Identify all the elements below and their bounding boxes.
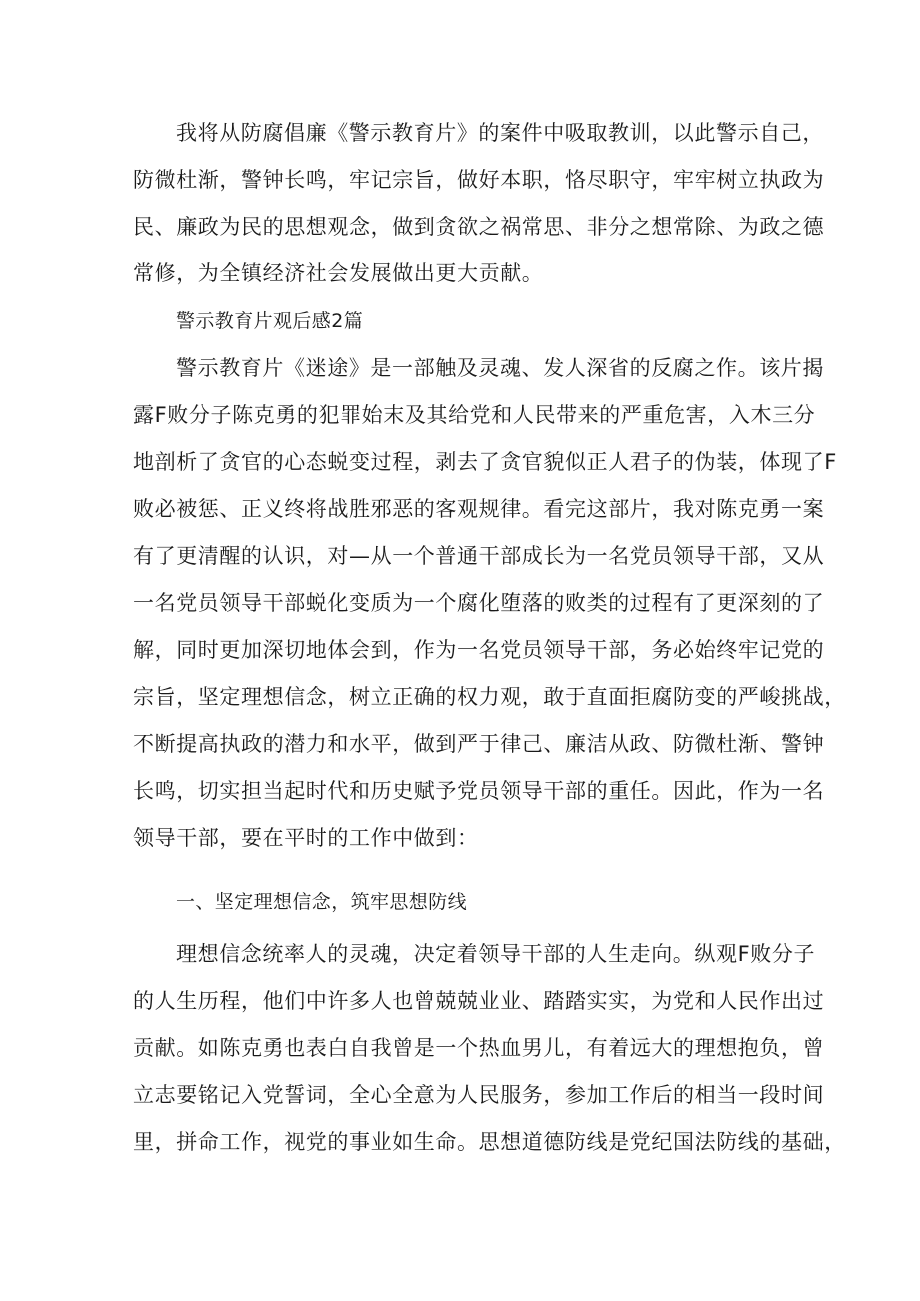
- paragraph-line: 防微杜渐，警钟长鸣，牢记宗旨，做好本职，恪尽职守，牢牢树立执政为: [133, 168, 825, 192]
- paragraph-line: 民、廉政为民的思想观念，做到贪欲之祸常思、非分之想常除、为政之德: [133, 215, 825, 239]
- paragraph-line: 我将从防腐倡廉《警示教育片》的案件中吸取教训，以此警示自己，: [176, 121, 824, 145]
- paragraph-line: 地剖析了贪官的心态蜕变过程，剥去了贪官貌似正人君子的伪装，体现了F: [133, 450, 837, 474]
- paragraph-line: 警示教育片《迷途》是一部触及灵魂、发人深省的反腐之作。该片揭: [176, 356, 824, 380]
- paragraph-line: 露F败分子陈克勇的犯罪始末及其给党和人民带来的严重危害，入木三分: [133, 403, 816, 427]
- document-title: 警示教育片观后感2篇: [176, 310, 364, 332]
- paragraph-line: 有了更清醒的认识，对—从一个普通干部成长为一名党员领导干部，又从: [133, 544, 825, 568]
- paragraph-line: 败必被惩、正义终将战胜邪恶的客观规律。看完这部片，我对陈克勇一案: [133, 497, 825, 521]
- section-heading: 一、坚定理想信念，筑牢思想防线: [176, 891, 468, 913]
- paragraph-line: 解，同时更加深切地体会到，作为一名党员领导干部，务必始终牢记党的: [133, 638, 825, 662]
- paragraph-line: 的人生历程，他们中许多人也曾兢兢业业、踏踏实实，为党和人民作出过: [133, 989, 825, 1013]
- paragraph-line: 里，拼命工作，视党的事业如生命。思想道德防线是党纪国法防线的基础，: [133, 1130, 846, 1154]
- paragraph-line: 理想信念统率人的灵魂，决定着领导干部的人生走向。纵观F败分子: [176, 942, 816, 966]
- paragraph-line: 一名党员领导干部蜕化变质为一个腐化堕落的败类的过程有了更深刻的了: [133, 591, 825, 615]
- paragraph-line: 常修，为全镇经济社会发展做出更大贡献。: [133, 261, 544, 285]
- paragraph-line: 立志要铭记入党誓词，全心全意为人民服务，参加工作后的相当一段时间: [133, 1083, 825, 1107]
- paragraph-line: 贡献。如陈克勇也表白自我曾是一个热血男儿，有着远大的理想抱负，曾: [133, 1036, 825, 1060]
- paragraph-line: 不断提高执政的潜力和水平，做到严于律己、廉洁从政、防微杜渐、警钟: [133, 732, 825, 756]
- paragraph-line: 长鸣，切实担当起时代和历史赋予党员领导干部的重任。因此，作为一名: [133, 779, 825, 803]
- paragraph-line: 宗旨，坚定理想信念，树立正确的权力观，敢于直面拒腐防变的严峻挑战，: [133, 685, 846, 709]
- paragraph-line: 领导干部，要在平时的工作中做到：: [133, 826, 479, 850]
